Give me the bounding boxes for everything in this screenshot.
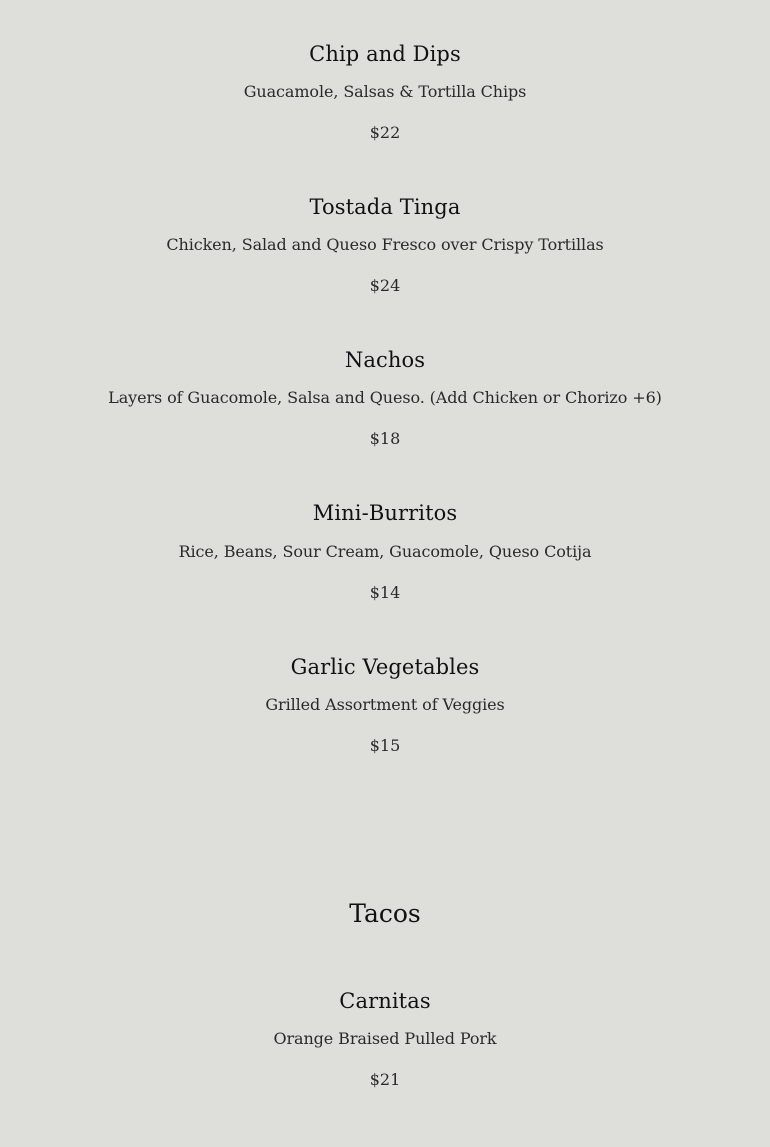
menu-item-name: Tostada Tinga xyxy=(309,195,461,219)
section-heading: Tacos xyxy=(349,899,421,928)
menu-item-price: $24 xyxy=(369,276,401,295)
menu-item-price: $21 xyxy=(369,1070,401,1089)
menu-item-price: $18 xyxy=(369,429,401,448)
menu-item-name: Nachos xyxy=(344,348,426,372)
menu-item-price: $15 xyxy=(369,736,401,755)
menu-item-description: Grilled Assortment of Veggies xyxy=(265,695,505,714)
menu-item-name: Garlic Vegetables xyxy=(290,655,480,679)
menu-item-description: Layers of Guacomole, Salsa and Queso. (Add Chicken or Chorizo +6) xyxy=(108,388,662,407)
menu-item-name: Carnitas xyxy=(339,989,431,1013)
menu-item-price: $14 xyxy=(369,583,401,602)
menu-item-name: Mini-Burritos xyxy=(312,501,458,525)
menu-item-description: Rice, Beans, Sour Cream, Guacomole, Queso Cotija xyxy=(178,542,592,561)
menu-item-description: Guacamole, Salsas & Tortilla Chips xyxy=(243,82,527,101)
menu-item-description: Chicken, Salad and Queso Fresco over Crispy Tortillas xyxy=(166,235,604,254)
menu-item-name: Chip and Dips xyxy=(309,42,461,66)
menu-item-description: Orange Braised Pulled Pork xyxy=(273,1029,497,1048)
menu-item-price: $22 xyxy=(369,123,401,142)
